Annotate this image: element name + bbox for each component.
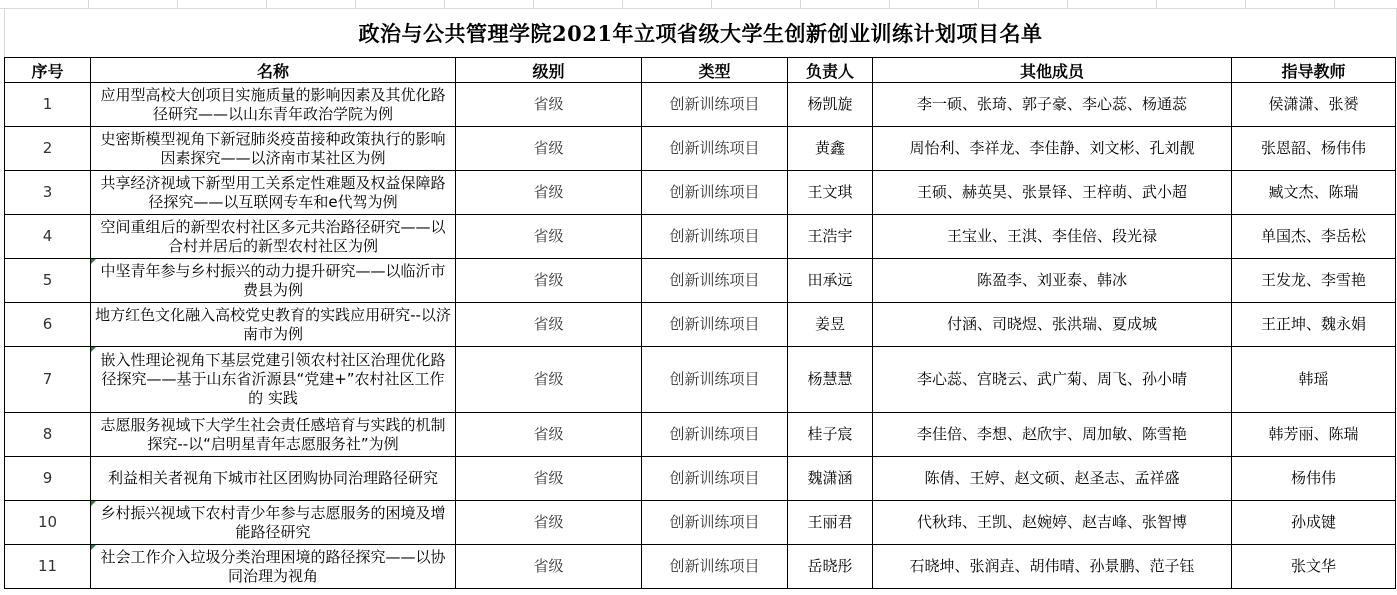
cell-level[interactable]: 省级: [456, 303, 642, 347]
cell-advisor[interactable]: 张恩韶、杨伟伟: [1232, 127, 1396, 171]
cell-name[interactable]: 共享经济视域下新型用工关系定性难题及权益保障路径探究——以互联网专车和e代驾为例: [91, 171, 456, 215]
cell-leader[interactable]: 杨凯旋: [788, 83, 873, 127]
header-name[interactable]: 名称: [91, 58, 456, 83]
cell-type[interactable]: 创新训练项目: [642, 413, 788, 457]
cell-leader[interactable]: 杨慧慧: [788, 347, 873, 413]
cell-leader[interactable]: 岳晓彤: [788, 545, 873, 589]
cell-level[interactable]: 省级: [456, 171, 642, 215]
cell-members[interactable]: 代秋玮、王凯、赵婉婷、赵吉峰、张智博: [873, 501, 1232, 545]
cell-members[interactable]: 李佳倍、李想、赵欣宇、周加敏、陈雪艳: [873, 413, 1232, 457]
cell-type[interactable]: 创新训练项目: [642, 545, 788, 589]
cell-name[interactable]: 社会工作介入垃圾分类治理困境的路径探究——以协同治理为视角: [91, 545, 456, 589]
cell-no[interactable]: 3: [5, 171, 91, 215]
cell-type[interactable]: 创新训练项目: [642, 347, 788, 413]
cell-level[interactable]: 省级: [456, 83, 642, 127]
sheet-gridlines: [0, 0, 1397, 9]
cell-advisor[interactable]: 孙成键: [1232, 501, 1396, 545]
cell-level[interactable]: 省级: [456, 347, 642, 413]
table-row: [5, 303, 1396, 347]
cell-no[interactable]: 4: [5, 215, 91, 259]
cell-no[interactable]: 1: [5, 83, 91, 127]
cell-no[interactable]: 10: [5, 501, 91, 545]
header-leader[interactable]: 负责人: [788, 58, 873, 83]
cell-advisor[interactable]: 王正坤、魏永娟: [1232, 303, 1396, 347]
cell-name[interactable]: 地方红色文化融入高校党史教育的实践应用研究--以济南市为例: [91, 303, 456, 347]
cell-type[interactable]: 创新训练项目: [642, 457, 788, 501]
cell-name[interactable]: 乡村振兴视域下农村青少年参与志愿服务的困境及增能路径研究: [91, 501, 456, 545]
cell-leader[interactable]: 魏潇涵: [788, 457, 873, 501]
cell-leader[interactable]: 王丽君: [788, 501, 873, 545]
header-type[interactable]: 类型: [642, 58, 788, 83]
cell-leader[interactable]: 田承远: [788, 259, 873, 303]
cell-members[interactable]: 周怡利、李祥龙、李佳静、刘文彬、孔刘靓: [873, 127, 1232, 171]
cell-name[interactable]: 志愿服务视域下大学生社会责任感培育与实践的机制探究--以“启明星青年志愿服务社”为例: [91, 413, 456, 457]
table-row: [5, 215, 1396, 259]
cell-name[interactable]: 空间重组后的新型农村社区多元共治路径研究——以合村并居后的新型农村社区为例: [91, 215, 456, 259]
cell-name[interactable]: 中坚青年参与乡村振兴的动力提升研究——以临沂市费县为例: [91, 259, 456, 303]
cell-no[interactable]: 2: [5, 127, 91, 171]
cell-members[interactable]: 陈倩、王婷、赵文硕、赵圣志、孟祥盛: [873, 457, 1232, 501]
cell-members[interactable]: 陈盈李、刘亚泰、韩冰: [873, 259, 1232, 303]
cell-no[interactable]: 6: [5, 303, 91, 347]
cell-advisor[interactable]: 张文华: [1232, 545, 1396, 589]
header-no[interactable]: 序号: [5, 58, 91, 83]
cell-advisor[interactable]: 王发龙、李雪艳: [1232, 259, 1396, 303]
cell-name[interactable]: 应用型高校大创项目实施质量的影响因素及其优化路径研究——以山东青年政治学院为例: [91, 83, 456, 127]
cell-level[interactable]: 省级: [456, 215, 642, 259]
table-row: [5, 545, 1396, 589]
sheet-title[interactable]: 政治与公共管理学院2021年立项省级大学生创新创业训练计划项目名单: [4, 9, 1397, 57]
cell-leader[interactable]: 王文琪: [788, 171, 873, 215]
cell-no[interactable]: 5: [5, 259, 91, 303]
table-row: [5, 457, 1396, 501]
header-level[interactable]: 级别: [456, 58, 642, 83]
cell-members[interactable]: 王宝业、王淇、李佳倍、段光禄: [873, 215, 1232, 259]
cell-no[interactable]: 11: [5, 545, 91, 589]
project-table: [4, 57, 1396, 589]
cell-no[interactable]: 8: [5, 413, 91, 457]
cell-leader[interactable]: 姜昱: [788, 303, 873, 347]
cell-level[interactable]: 省级: [456, 413, 642, 457]
cell-level[interactable]: 省级: [456, 457, 642, 501]
cell-type[interactable]: 创新训练项目: [642, 259, 788, 303]
cell-level[interactable]: 省级: [456, 545, 642, 589]
cell-level[interactable]: 省级: [456, 501, 642, 545]
cell-advisor[interactable]: 臧文杰、陈瑞: [1232, 171, 1396, 215]
cell-advisor[interactable]: 侯潇潇、张赟: [1232, 83, 1396, 127]
header-members[interactable]: 其他成员: [873, 58, 1232, 83]
cell-no[interactable]: 9: [5, 457, 91, 501]
cell-advisor[interactable]: 单国杰、李岳松: [1232, 215, 1396, 259]
cell-leader[interactable]: 桂子宸: [788, 413, 873, 457]
cell-name[interactable]: 利益相关者视角下城市社区团购协同治理路径研究: [91, 457, 456, 501]
cell-advisor[interactable]: 韩芳丽、陈瑞: [1232, 413, 1396, 457]
cell-type[interactable]: 创新训练项目: [642, 127, 788, 171]
cell-name[interactable]: 史密斯模型视角下新冠肺炎疫苗接种政策执行的影响因素探究——以济南市某社区为例: [91, 127, 456, 171]
cell-members[interactable]: 李一硕、张琦、郭子豪、李心蕊、杨通蕊: [873, 83, 1232, 127]
header-advisor[interactable]: 指导教师: [1232, 58, 1396, 83]
cell-leader[interactable]: 黄鑫: [788, 127, 873, 171]
header-row: [5, 58, 1396, 83]
cell-type[interactable]: 创新训练项目: [642, 501, 788, 545]
cell-no[interactable]: 7: [5, 347, 91, 413]
cell-type[interactable]: 创新训练项目: [642, 83, 788, 127]
cell-leader[interactable]: 王浩宇: [788, 215, 873, 259]
cell-advisor[interactable]: 韩瑶: [1232, 347, 1396, 413]
cell-members[interactable]: 石晓坤、张润垚、胡伟晴、孙景鹏、范子钰: [873, 545, 1232, 589]
cell-type[interactable]: 创新训练项目: [642, 171, 788, 215]
cell-members[interactable]: 王硕、赫英昊、张景铎、王梓萌、武小超: [873, 171, 1232, 215]
table-row: [5, 127, 1396, 171]
cell-members[interactable]: 付涵、司晓煜、张洪瑞、夏成城: [873, 303, 1232, 347]
table-row: [5, 413, 1396, 457]
table-row: [5, 259, 1396, 303]
table-row: [5, 171, 1396, 215]
cell-advisor[interactable]: 杨伟伟: [1232, 457, 1396, 501]
cell-level[interactable]: 省级: [456, 259, 642, 303]
cell-type[interactable]: 创新训练项目: [642, 215, 788, 259]
cell-level[interactable]: 省级: [456, 127, 642, 171]
cell-members[interactable]: 李心蕊、宫晓云、武广菊、周飞、孙小晴: [873, 347, 1232, 413]
cell-type[interactable]: 创新训练项目: [642, 303, 788, 347]
table-row: [5, 501, 1396, 545]
cell-name[interactable]: 嵌入性理论视角下基层党建引领农村社区治理优化路径探究——基于山东省沂源县“党建+”农村社区工作的 实践: [91, 347, 456, 413]
table-row: [5, 347, 1396, 413]
table-row: [5, 83, 1396, 127]
